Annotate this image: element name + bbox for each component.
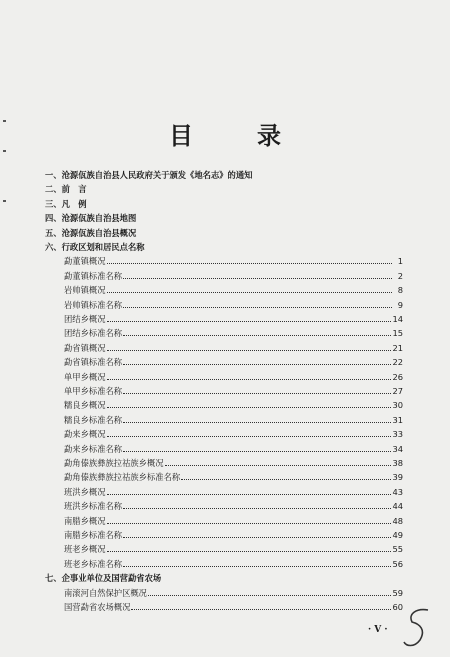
dot-leader xyxy=(123,298,392,308)
entry-page: 27 xyxy=(392,386,403,396)
entry-label: 岩帅镇标准名称 xyxy=(64,300,123,310)
toc-entry xyxy=(64,341,403,355)
entry-label: 勐来乡标准名称 xyxy=(64,444,123,454)
dot-leader xyxy=(148,586,391,596)
toc-entry xyxy=(64,456,403,470)
dot-leader xyxy=(107,370,392,380)
handwritten-mark xyxy=(398,606,438,652)
dot-leader xyxy=(107,341,392,351)
entry-label: 班老乡概况 xyxy=(64,544,106,554)
entry-label: 南滚河自然保护区概况 xyxy=(64,588,147,598)
entry-label: 勐来乡概况 xyxy=(64,429,106,439)
toc-entry xyxy=(64,398,403,412)
entry-label: 团结乡标准名称 xyxy=(64,328,123,338)
toc-entry xyxy=(64,413,403,427)
entry-page: 9 xyxy=(397,300,403,310)
entry-page: 30 xyxy=(392,400,403,410)
entry-page: 21 xyxy=(392,343,403,353)
page-title xyxy=(0,116,450,151)
toc-entry xyxy=(64,326,403,340)
entry-label: 岩帅镇概况 xyxy=(64,285,106,295)
entry-page: 48 xyxy=(392,516,403,526)
entry-page: 1 xyxy=(397,256,403,266)
dot-leader xyxy=(107,398,392,408)
entry-page: 15 xyxy=(392,328,403,338)
dot-leader xyxy=(123,384,391,394)
entry-page: 22 xyxy=(392,357,403,367)
toc-entry xyxy=(64,269,403,283)
entry-label: 南腊乡概况 xyxy=(64,516,106,526)
toc-entry xyxy=(64,384,403,398)
dot-leader xyxy=(123,528,391,538)
entry-label: 单甲乡概况 xyxy=(64,372,106,382)
toc-entry xyxy=(64,600,403,614)
section-heading: 五、沧源佤族自治县概况 xyxy=(45,228,137,238)
entry-label: 糯良乡概况 xyxy=(64,400,106,410)
dot-leader xyxy=(123,355,391,365)
dot-leader xyxy=(107,542,392,552)
toc-entry xyxy=(64,499,403,513)
entry-label: 勐董镇概况 xyxy=(64,256,106,266)
title-char-2: 录 xyxy=(257,121,281,150)
dot-leader xyxy=(181,470,391,480)
entry-page: 2 xyxy=(397,271,403,281)
entry-page: 44 xyxy=(392,501,403,511)
entry-label: 班洪乡概况 xyxy=(64,487,106,497)
toc-entry xyxy=(64,514,403,528)
entry-page: 56 xyxy=(392,559,403,569)
dot-leader xyxy=(123,413,391,423)
dot-leader xyxy=(107,312,392,322)
entry-label: 国营勐省农场概况 xyxy=(64,602,131,612)
dot-leader xyxy=(123,442,391,452)
entry-page: 8 xyxy=(397,285,403,295)
toc-entry xyxy=(64,485,403,499)
entry-page: 34 xyxy=(392,444,403,454)
toc-entry xyxy=(64,283,403,297)
entry-label: 班老乡标准名称 xyxy=(64,559,123,569)
toc-entry xyxy=(64,312,403,326)
entry-page: 39 xyxy=(392,472,403,482)
entry-page: 49 xyxy=(392,530,403,540)
entry-page: 14 xyxy=(392,314,403,324)
entry-label: 勐省镇概况 xyxy=(64,343,106,353)
entry-label: 糯良乡标准名称 xyxy=(64,415,123,425)
dot-leader xyxy=(123,269,392,279)
entry-page: 26 xyxy=(392,372,403,382)
section-heading: 七、企事业单位及国营勐省农场 xyxy=(45,573,162,583)
entry-label: 班洪乡标准名称 xyxy=(64,501,123,511)
entry-label: 南腊乡标准名称 xyxy=(64,530,123,540)
dot-leader xyxy=(107,254,393,264)
dot-leader xyxy=(131,600,391,610)
dot-leader xyxy=(107,283,393,293)
toc-entry xyxy=(64,355,403,369)
dot-leader xyxy=(123,326,391,336)
toc-entry xyxy=(64,254,403,268)
section-heading: 一、沧源佤族自治县人民政府关于颁发《地名志》的通知 xyxy=(45,170,253,180)
section-heading: 六、行政区划和居民点名称 xyxy=(45,242,145,252)
toc-entry xyxy=(64,427,403,441)
toc-entry xyxy=(64,542,403,556)
entry-page: 59 xyxy=(392,588,403,598)
entry-page: 38 xyxy=(392,458,403,468)
section-heading: 二、前 言 xyxy=(45,184,87,194)
page-number: · V · xyxy=(368,625,388,635)
dot-leader xyxy=(107,427,392,437)
toc-entry xyxy=(64,370,403,384)
toc-entry xyxy=(64,442,403,456)
entry-label: 团结乡概况 xyxy=(64,314,106,324)
entry-label: 勐角傣族彝族拉祜族乡标准名称 xyxy=(64,472,181,482)
entry-label: 勐省镇标准名称 xyxy=(64,357,123,367)
entry-page: 55 xyxy=(392,544,403,554)
entry-label: 勐角傣族彝族拉祜族乡概况 xyxy=(64,458,164,468)
entry-page: 31 xyxy=(392,415,403,425)
dot-leader xyxy=(165,456,392,466)
toc-entry xyxy=(64,298,403,312)
entry-page: 43 xyxy=(392,487,403,497)
section-heading: 四、沧源佤族自治县地图 xyxy=(45,213,137,223)
toc-entry xyxy=(64,528,403,542)
toc-entry xyxy=(64,557,403,571)
dot-leader xyxy=(123,499,391,509)
dot-leader xyxy=(107,485,392,495)
entry-page: 33 xyxy=(392,429,403,439)
entry-label: 单甲乡标准名称 xyxy=(64,386,123,396)
section-heading: 三、凡 例 xyxy=(45,199,87,209)
dot-leader xyxy=(123,557,391,567)
title-char-1: 目 xyxy=(169,121,193,150)
entry-page: 60 xyxy=(392,602,403,612)
entry-label: 勐董镇标准名称 xyxy=(64,271,123,281)
dot-leader xyxy=(107,514,392,524)
toc-entry xyxy=(64,586,403,600)
toc-entry xyxy=(64,470,403,484)
